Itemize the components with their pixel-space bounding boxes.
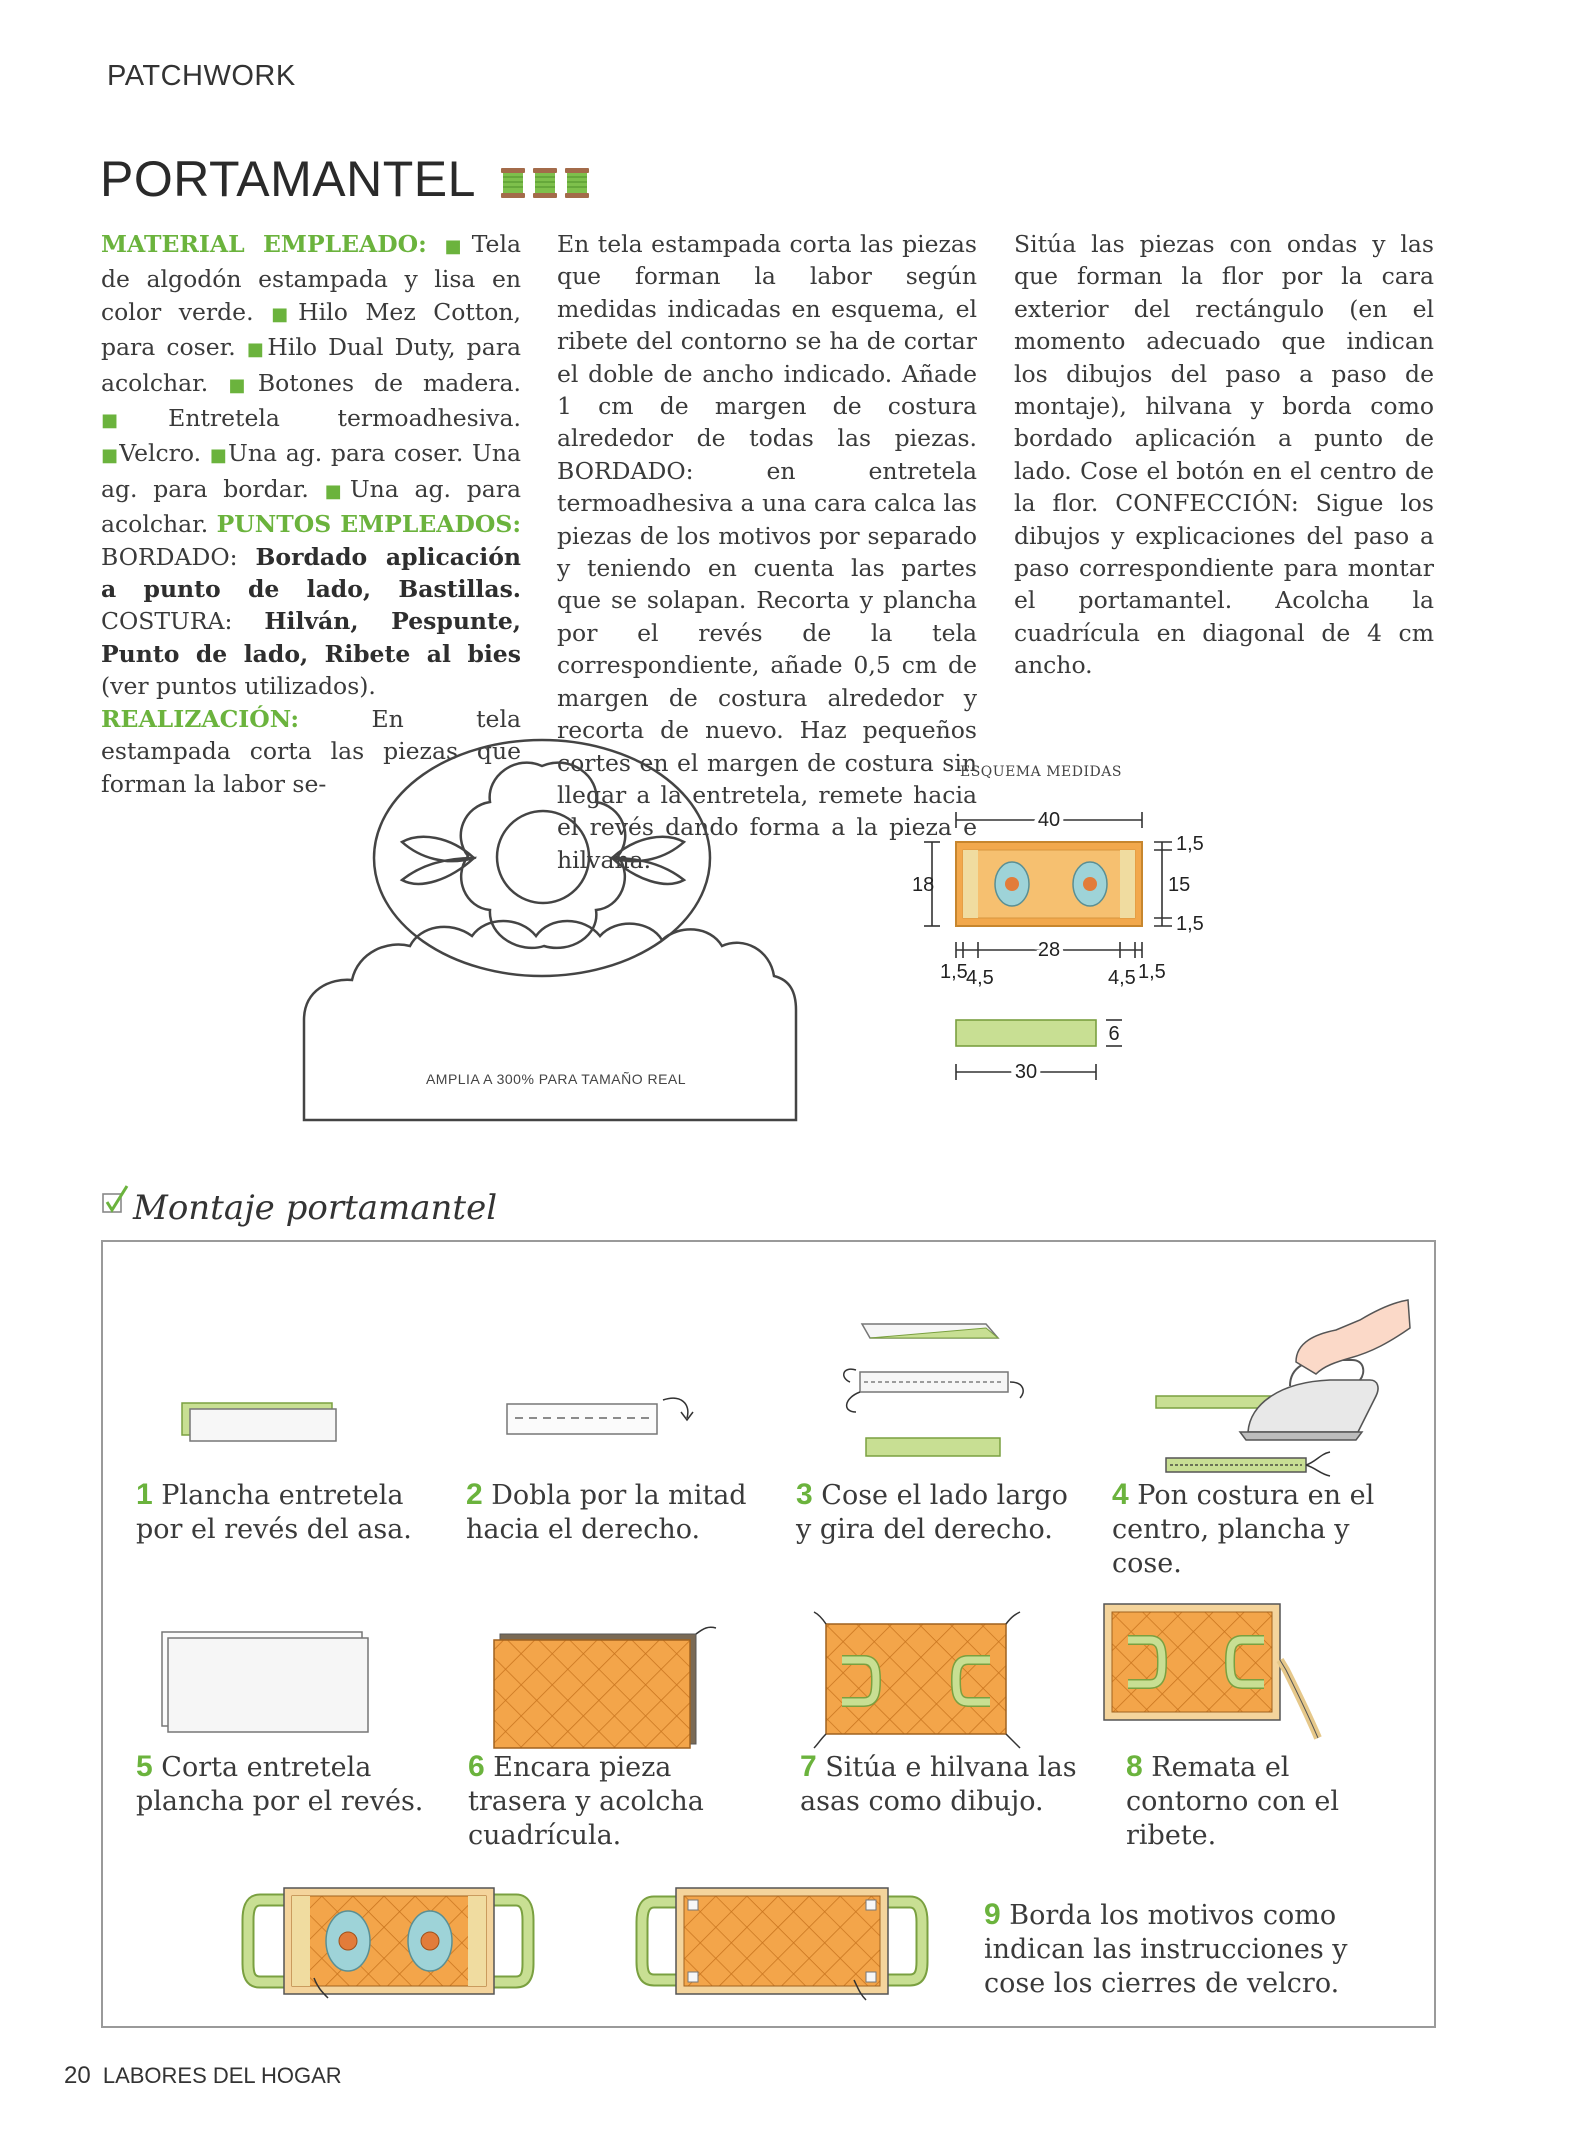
esquema-motif-right	[1073, 862, 1107, 906]
step-4-text	[1112, 1478, 1412, 1581]
step-description: Plancha entretela por el revés del asa.	[136, 1480, 412, 1545]
step-description: Dobla por la mitad hacia el derecho.	[466, 1480, 747, 1545]
step-description: Pon costura en el centro, plancha y cose.	[1112, 1480, 1375, 1579]
spool-icon	[499, 164, 591, 202]
step-6-illustration	[490, 1622, 720, 1752]
step-3-text	[796, 1478, 1086, 1547]
intro-column-1: MATERIAL EMPLEADO: ■Tela de algodón estampada y lisa en color verde. ■Hilo Mez Cotton, para coser. ■Hilo Dual Duty, para acolchar. ■Botones de madera. ■Entretela termoadhesiva. ■Velcro. ■Una ag. para coser. Una ag. para bordar. ■Una ag. para acolchar. PUNTOS EMPLEADOS: BORDADO: Bordado aplicación a punto de lado, Bastillas. COSTURA: Hilván, Pespunte, Punto de lado, Ribete al bies (ver puntos utilizados). REALIZACIÓN: En tela estampada corta las piezas que forman la labor se-	[101, 230, 522, 798]
pattern-caption: AMPLIA A 300% PARA TAMAÑO REAL	[425, 1071, 687, 1087]
pattern-flower	[402, 763, 684, 948]
montaje-title: Montaje portamantel	[133, 1188, 498, 1228]
dim-4-5-right: 4,5	[1108, 967, 1136, 989]
esquema-diagram	[912, 800, 1240, 1100]
material-label: MATERIAL EMPLEADO:	[101, 230, 427, 258]
realizacion-text-part-a: En tela estampada corta las piezas que forman la labor según medidas indicadas en esquema, el ribete del contorno se ha de cortar el doble de ancho indicado. Añade 1 cm de margen de costura alrededor de todas las piezas. BORDADO: en entretela termoadhesiva a una cara calca las piezas de los motivos por separado y teniendo en cuenta las partes que se solapan. Recorta y plancha por el revés de la tela correspondiente, añade 0,5 cm de margen de costura alrededor y recorta de nuevo. Haz pequeños cortes en el margen de costura sin llegar a la entretela, remete hacia el revés dando forma a la pieza e hilvana.	[557, 230, 977, 874]
esquema-motif-left	[995, 862, 1029, 906]
motif-left	[326, 1911, 370, 1971]
material-item: Botones de madera.	[257, 368, 521, 397]
puntos-costura: Hilván, Pespunte, Punto de lado, Ribete al bies	[101, 607, 521, 668]
material-item: Velcro.	[119, 439, 202, 468]
step-number: 3	[796, 1478, 813, 1511]
magazine-name: LABORES DEL HOGAR	[102, 2063, 342, 2088]
step-8-text	[1126, 1750, 1406, 1853]
dim-30: 30	[1014, 1061, 1038, 1083]
step-9-illustration-front	[244, 1880, 534, 2002]
esquema-strip	[956, 1020, 1096, 1046]
dim-15: 15	[1168, 874, 1191, 896]
step-number: 5	[136, 1750, 153, 1783]
puntos-bordado: Bordado aplicación a punto de lado, Bastillas.	[101, 542, 521, 604]
step-9-illustration-back	[638, 1880, 928, 2002]
step-number: 4	[1112, 1478, 1129, 1511]
step-9-text	[984, 1898, 1384, 2001]
step-1-illustration	[180, 1395, 340, 1455]
footer	[64, 2062, 342, 2090]
step-description: Encara pieza trasera y acolcha cuadrícula.	[468, 1752, 704, 1851]
step-number: 2	[466, 1478, 483, 1511]
dim-4-5-left: 4,5	[966, 967, 994, 989]
esquema-title: ESQUEMA MEDIDAS	[960, 764, 1122, 780]
realizacion-text: En tela estampada corta las piezas que forman la labor se-	[101, 704, 521, 798]
material-item: Una ag. para coser. Una ag. para bordar.	[101, 439, 521, 503]
step-2-text	[466, 1478, 756, 1547]
realizacion-text-part-b: Sitúa las piezas con ondas y las que forman la flor por la cara exterior del rectángulo (en el momento adecuado que indican los dibujos del paso a paso de montaje), hilvana y borda como bordado aplicación a punto de lado. Cose el botón en el centro de la flor. CONFECCIÓN: Sigue los dibujos y explicaciones del paso a paso correspondiente para montar el portamantel. Acolcha la cuadrícula en diagonal de 4 cm ancho.	[1014, 230, 1434, 680]
step-4-illustration	[1140, 1262, 1410, 1477]
dim-1-5-left: 1,5	[940, 961, 968, 983]
step-6-text	[468, 1750, 758, 1853]
dim-1-5-right: 1,5	[1138, 961, 1166, 983]
puntos-tail: (ver puntos utilizados).	[101, 672, 376, 701]
pattern-oval	[374, 740, 710, 976]
step-7-illustration	[812, 1610, 1022, 1750]
step-description: Remata el contorno con el ribete.	[1126, 1752, 1339, 1851]
page-title	[100, 150, 591, 208]
material-item: Hilo Mez Cotton, para coser.	[101, 297, 522, 362]
dim-28: 28	[1037, 939, 1061, 961]
step-5-illustration	[158, 1628, 378, 1738]
step-number: 9	[984, 1898, 1001, 1931]
dim-1-5-top: 1,5	[1176, 833, 1204, 855]
material-item: Hilo Dual Duty, para acolchar.	[101, 333, 521, 397]
check-icon	[101, 1184, 131, 1218]
page-number: 20	[64, 2062, 91, 2089]
pattern-drawing	[300, 740, 810, 1140]
step-7-text	[800, 1750, 1090, 1819]
step-description: Corta entretela plancha por el revés.	[136, 1752, 424, 1817]
material-item: Tela de algodón estampada y lisa en color verde.	[101, 230, 521, 326]
step-2-illustration	[505, 1380, 705, 1450]
puntos-label: PUNTOS EMPLEADOS:	[216, 510, 521, 539]
pattern-wave-piece	[304, 921, 796, 1120]
dim-40: 40	[1037, 809, 1061, 831]
step-number: 8	[1126, 1750, 1143, 1783]
step-number: 6	[468, 1750, 485, 1783]
dim-6: 6	[1108, 1023, 1120, 1045]
material-item: Una ag. para acolchar.	[101, 474, 521, 539]
title-text: PORTAMANTEL	[100, 151, 475, 207]
puntos-costura-label: COSTURA:	[101, 607, 233, 636]
step-description: Sitúa e hilvana las asas como dibujo.	[800, 1752, 1077, 1817]
realizacion-label: REALIZACIÓN:	[101, 704, 300, 733]
step-8-illustration	[1100, 1600, 1320, 1750]
intro-column-3	[1014, 228, 1434, 682]
hand-icon	[1296, 1300, 1410, 1374]
dim-18: 18	[912, 874, 935, 896]
step-number: 7	[800, 1750, 817, 1783]
step-number: 1	[136, 1478, 153, 1511]
step-description: Cose el lado largo y gira del derecho.	[796, 1480, 1068, 1545]
puntos-bordado-label: BORDADO:	[101, 542, 238, 571]
material-item: Entretela termoadhesiva.	[168, 404, 521, 433]
section-label: PATCHWORK	[107, 60, 296, 92]
step-5-text	[136, 1750, 426, 1819]
step-3-illustration	[830, 1320, 1030, 1465]
motif-right	[408, 1911, 452, 1971]
step-1-text	[136, 1478, 426, 1547]
dim-1-5-bottom: 1,5	[1176, 913, 1204, 935]
step-description: Borda los motivos como indican las instrucciones y cose los cierres de velcro.	[984, 1900, 1348, 1999]
